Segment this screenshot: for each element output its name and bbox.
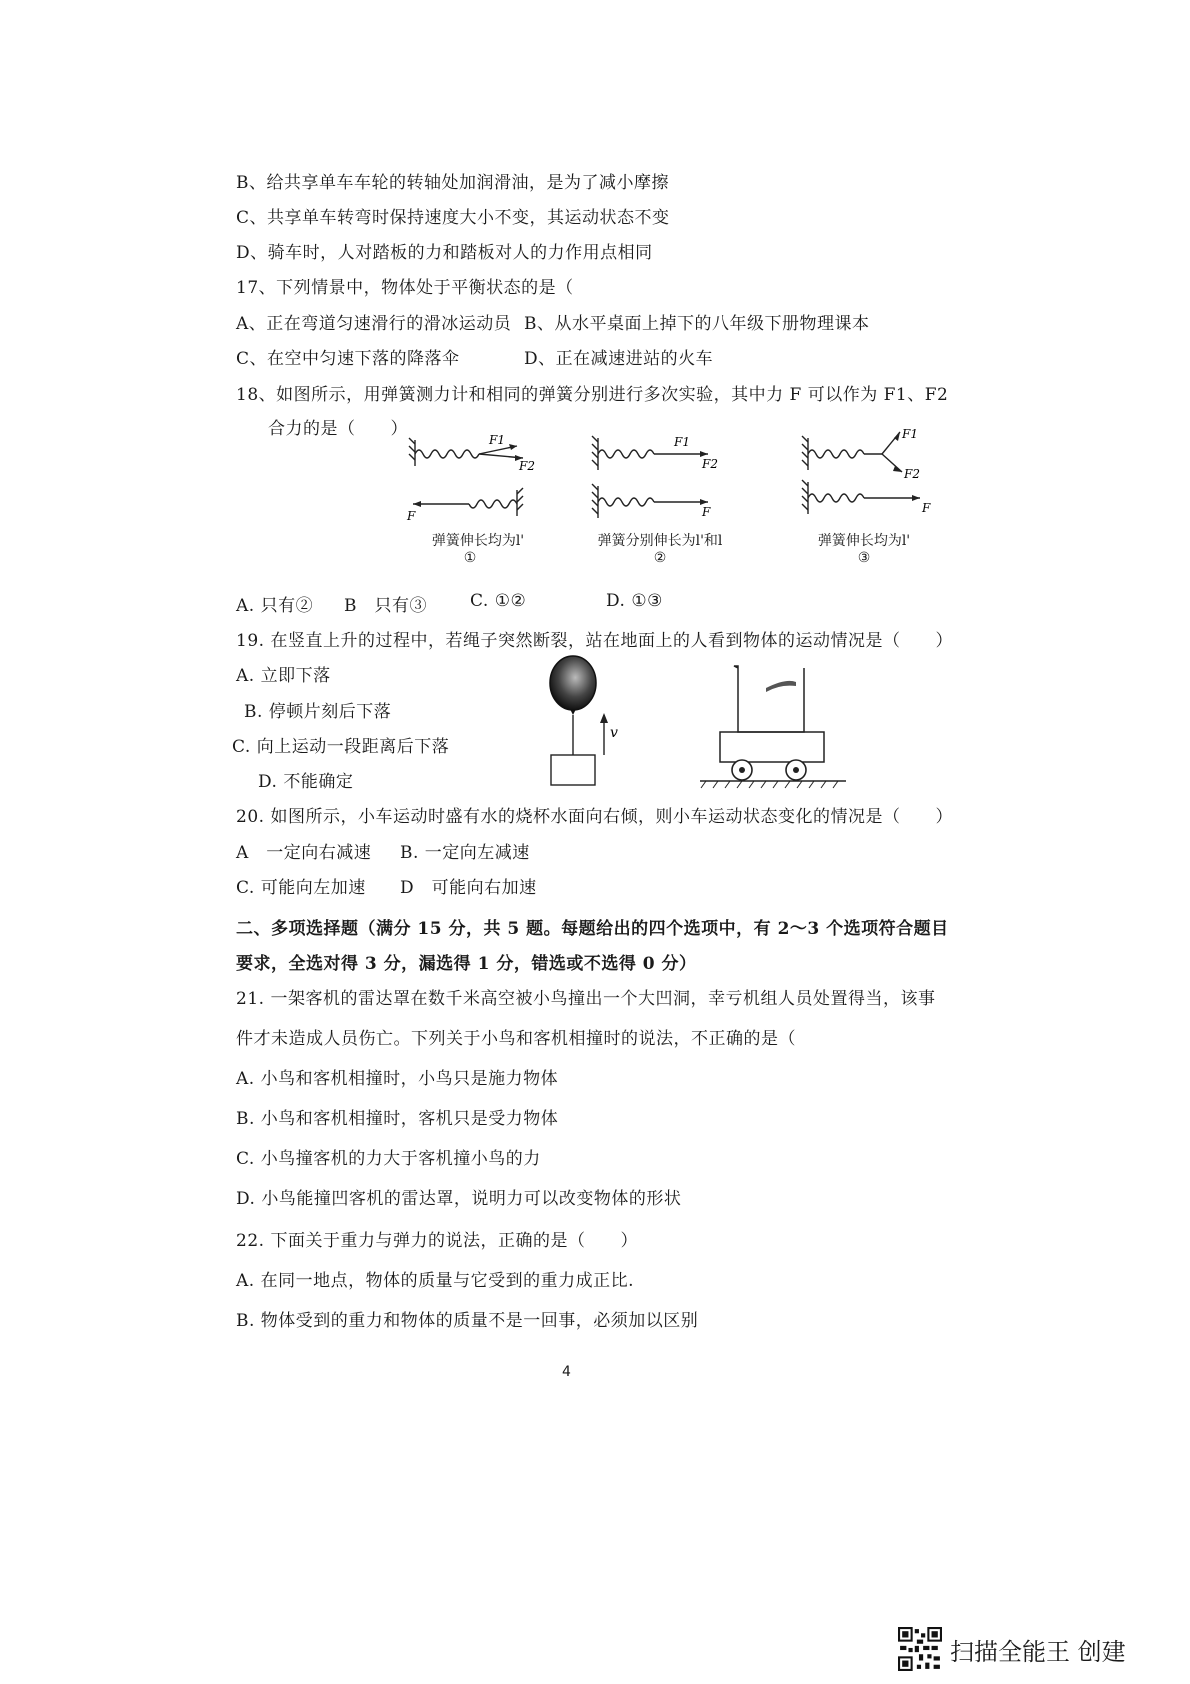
- q20-option-d: D 可能向右加速: [400, 878, 537, 898]
- q18-option-a: A. 只有②: [236, 596, 314, 616]
- q21-option-c: C. 小鸟撞客机的力大于客机撞小鸟的力: [236, 1149, 541, 1169]
- q18-figure-2: [590, 430, 730, 530]
- q18-option-c: C. ①②: [470, 591, 527, 611]
- fig3-caption: 弹簧伸长均为l': [817, 533, 911, 549]
- fig1-label-f1: F1: [489, 433, 505, 447]
- fig1-number: ①: [463, 550, 477, 566]
- q22-option-a: A. 在同一地点，物体的质量与它受到的重力成正比.: [236, 1271, 634, 1291]
- q20-option-b: B. 一定向左减速: [400, 843, 530, 863]
- fig3-label-f: F: [922, 501, 931, 515]
- fig2-number: ②: [653, 550, 667, 566]
- scanner-watermark: [898, 1624, 1178, 1674]
- fig3-label-f2: F2: [904, 467, 920, 481]
- page-number: 4: [562, 1364, 571, 1380]
- q22-stem: 22. 下面关于重力与弹力的说法，正确的是（ ）: [236, 1231, 638, 1251]
- q18-figure-1: [405, 430, 545, 530]
- q20-option-c: C. 可能向左加速: [236, 878, 366, 898]
- section2-heading-line1: 二、多项选择题（满分 15 分，共 5 题。每题给出的四个选项中，有 2～3 个选项符合题目: [236, 919, 949, 939]
- q22-option-b: B. 物体受到的重力和物体的质量不是一回事，必须加以区别: [236, 1311, 699, 1331]
- q19-option-b: B. 停顿片刻后下落: [244, 702, 392, 722]
- watermark-text: 扫描全能王 创建: [950, 1637, 1126, 1666]
- fig2-label-f2: F2: [702, 457, 718, 471]
- q16-option-c: C、共享单车转弯时保持速度大小不变，其运动状态不变: [236, 208, 670, 228]
- q18-stem-line1: 18、如图所示，用弹簧测力计和相同的弹簧分别进行多次实验，其中力 F 可以作为 F1、F2: [236, 385, 949, 405]
- q21-stem-line1: 21. 一架客机的雷达罩在数千米高空被小鸟撞出一个大凹洞，幸亏机组人员处置得当，该事: [236, 989, 936, 1009]
- q17-option-c: C、在空中匀速下落的降落伞: [236, 349, 460, 369]
- q19-balloon-figure: [548, 655, 628, 790]
- q19-option-a: A. 立即下落: [236, 666, 331, 686]
- fig3-number: ③: [857, 550, 871, 566]
- q18-option-b: B 只有③: [344, 596, 427, 616]
- q21-option-d: D. 小鸟能撞凹客机的雷达罩，说明力可以改变物体的形状: [236, 1189, 682, 1209]
- q17-option-a: A、正在弯道匀速滑行的滑冰运动员: [236, 314, 512, 334]
- q17-option-b: B、从水平桌面上掉下的八年级下册物理课本: [524, 314, 870, 334]
- fig1-label-f: F: [407, 509, 416, 523]
- fig3-label-f1: F1: [902, 427, 918, 441]
- fig2-label-f: F: [702, 505, 711, 519]
- q16-option-d: D、骑车时，人对踏板的力和踏板对人的力作用点相同: [236, 243, 653, 263]
- q21-option-a: A. 小鸟和客机相撞时，小鸟只是施力物体: [236, 1069, 559, 1089]
- q17-option-d: D、正在减速进站的火车: [524, 349, 714, 369]
- q17-stem: 17、下列情景中，物体处于平衡状态的是（: [236, 278, 574, 298]
- q18-figure-3: [800, 427, 940, 530]
- q19-option-c: C. 向上运动一段距离后下落: [232, 737, 450, 757]
- q18-stem-line2: 合力的是（ ）: [268, 419, 408, 439]
- q20-option-a: A 一定向右减速: [236, 843, 372, 863]
- q21-stem-line2: 件才未造成人员伤亡。下列关于小鸟和客机相撞时的说法，不正确的是（: [236, 1029, 796, 1049]
- fig2-label-f1: F1: [674, 435, 690, 449]
- q18-option-d: D. ①③: [606, 591, 663, 611]
- q19-option-d: D. 不能确定: [258, 772, 354, 792]
- velocity-label: v: [610, 725, 618, 741]
- q20-stem: 20. 如图所示，小车运动时盛有水的烧杯水面向右倾，则小车运动状态变化的情况是（ ）: [236, 807, 953, 827]
- fig1-caption: 弹簧伸长均为l': [431, 533, 525, 549]
- q19-stem: 19. 在竖直上升的过程中，若绳子突然断裂，站在地面上的人看到物体的运动情况是（ ）: [236, 631, 953, 651]
- qr-code-icon: [898, 1627, 942, 1671]
- q16-option-b: B、给共享单车车轮的转轴处加润滑油，是为了减小摩擦: [236, 173, 669, 193]
- section2-heading-line2: 要求，全选对得 3 分，漏选得 1 分，错选或不选得 0 分）: [236, 954, 697, 974]
- fig1-label-f2: F2: [519, 459, 535, 473]
- fig2-caption: 弹簧分别伸长为l'和l: [597, 533, 723, 549]
- q20-cart-figure: [696, 662, 856, 790]
- q21-option-b: B. 小鸟和客机相撞时，客机只是受力物体: [236, 1109, 559, 1129]
